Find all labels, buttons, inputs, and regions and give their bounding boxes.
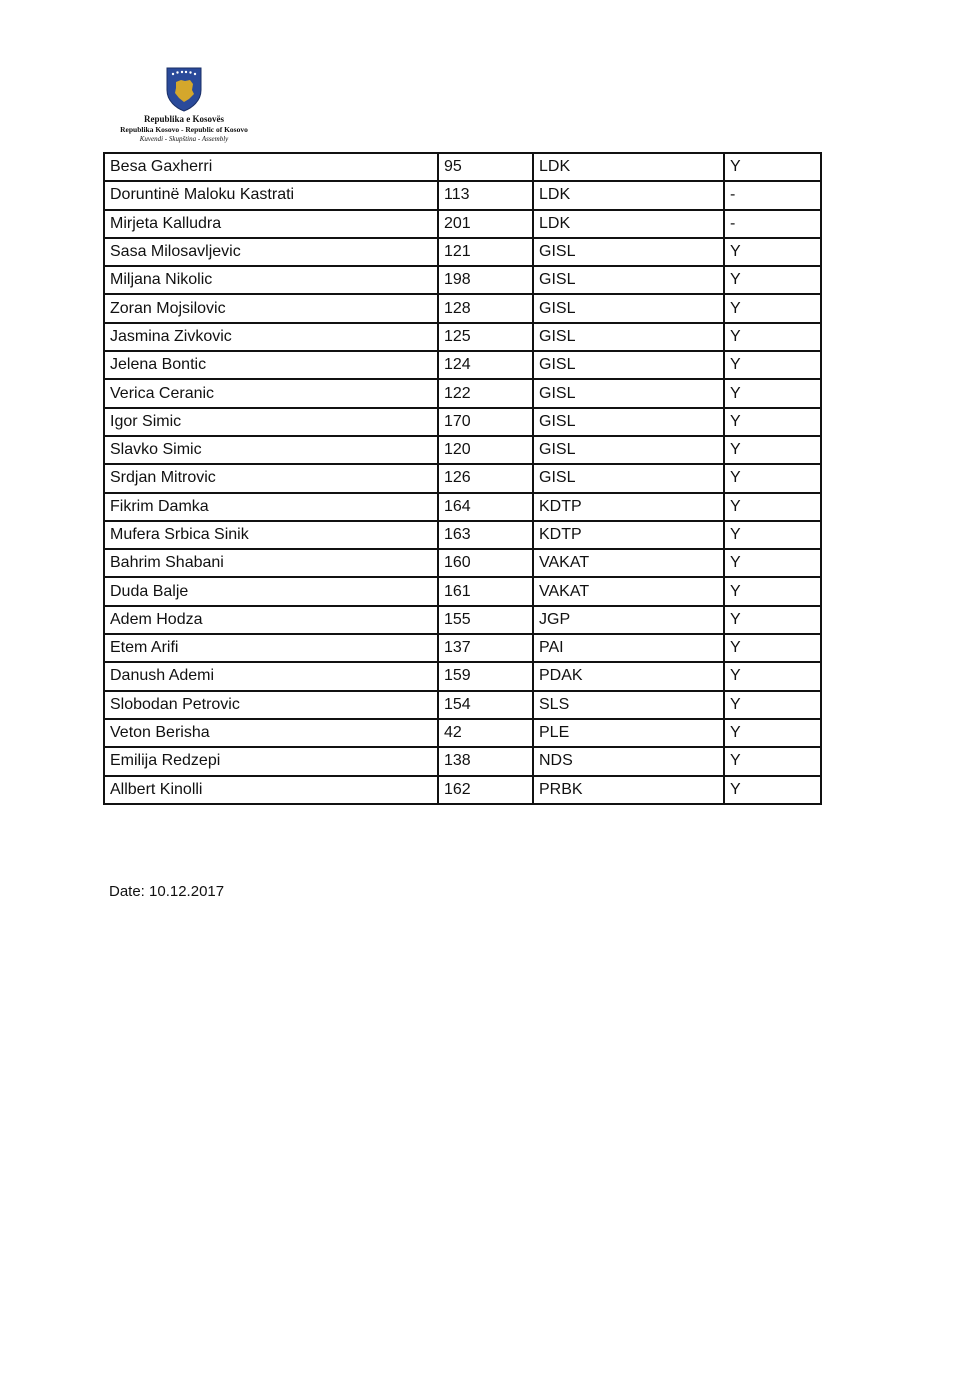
member-id-cell: 155 (438, 606, 533, 634)
table-row (104, 691, 821, 719)
party-cell: SLS (533, 691, 724, 719)
member-id-cell: 124 (438, 351, 533, 379)
member-id-cell: 126 (438, 464, 533, 492)
member-name-cell: Mufera Srbica Sinik (104, 521, 438, 549)
table-row (104, 549, 821, 577)
member-id-cell: 162 (438, 776, 533, 804)
member-id-cell: 120 (438, 436, 533, 464)
party-cell: GISL (533, 323, 724, 351)
vote-cell: Y (724, 351, 821, 379)
table-row (104, 577, 821, 605)
party-cell: VAKAT (533, 577, 724, 605)
vote-table-body (104, 153, 821, 804)
kosovo-coat-of-arms-icon (164, 66, 204, 112)
vote-cell: Y (724, 606, 821, 634)
vote-cell: Y (724, 577, 821, 605)
header-republic-serbian-english: Republika Kosovo - Republic of Kosovo (120, 125, 248, 134)
table-row (104, 408, 821, 436)
party-cell: PDAK (533, 662, 724, 690)
member-name-cell: Igor Simic (104, 408, 438, 436)
member-name-cell: Srdjan Mitrovic (104, 464, 438, 492)
table-row (104, 379, 821, 407)
vote-cell: Y (724, 379, 821, 407)
vote-cell: Y (724, 464, 821, 492)
document-date: Date: 10.12.2017 (109, 883, 225, 900)
member-id-cell: 121 (438, 238, 533, 266)
vote-cell: Y (724, 634, 821, 662)
vote-cell: Y (724, 549, 821, 577)
member-name-cell: Besa Gaxherri (104, 153, 438, 181)
vote-cell: Y (724, 153, 821, 181)
vote-cell: Y (724, 436, 821, 464)
party-cell: GISL (533, 464, 724, 492)
table-row (104, 238, 821, 266)
member-id-cell: 95 (438, 153, 533, 181)
party-cell: VAKAT (533, 549, 724, 577)
member-name-cell: Slavko Simic (104, 436, 438, 464)
member-name-cell: Sasa Milosavljevic (104, 238, 438, 266)
member-id-cell: 138 (438, 747, 533, 775)
member-name-cell: Allbert Kinolli (104, 776, 438, 804)
table-row (104, 294, 821, 322)
table-row (104, 436, 821, 464)
vote-cell: Y (724, 294, 821, 322)
table-row (104, 747, 821, 775)
assembly-header (104, 66, 264, 144)
party-cell: GISL (533, 379, 724, 407)
party-cell: GISL (533, 351, 724, 379)
vote-cell: Y (724, 719, 821, 747)
member-id-cell: 164 (438, 493, 533, 521)
table-row (104, 153, 821, 181)
table-row (104, 181, 821, 209)
member-id-cell: 160 (438, 549, 533, 577)
member-name-cell: Danush Ademi (104, 662, 438, 690)
member-id-cell: 159 (438, 662, 533, 690)
vote-cell: Y (724, 408, 821, 436)
vote-cell: Y (724, 776, 821, 804)
member-name-cell: Emilija Redzepi (104, 747, 438, 775)
party-cell: LDK (533, 181, 724, 209)
table-row (104, 493, 821, 521)
member-name-cell: Fikrim Damka (104, 493, 438, 521)
header-republic-albanian: Republika e Kosovës (143, 114, 224, 124)
table-row (104, 521, 821, 549)
member-id-cell: 128 (438, 294, 533, 322)
party-cell: KDTP (533, 493, 724, 521)
member-name-cell: Miljana Nikolic (104, 266, 438, 294)
member-name-cell: Adem Hodza (104, 606, 438, 634)
member-id-cell: 154 (438, 691, 533, 719)
table-row (104, 210, 821, 238)
vote-cell: Y (724, 747, 821, 775)
table-row (104, 634, 821, 662)
table-row (104, 719, 821, 747)
party-cell: GISL (533, 408, 724, 436)
member-id-cell: 163 (438, 521, 533, 549)
member-name-cell: Slobodan Petrovic (104, 691, 438, 719)
vote-cell: - (724, 181, 821, 209)
member-id-cell: 42 (438, 719, 533, 747)
member-id-cell: 170 (438, 408, 533, 436)
table-row (104, 323, 821, 351)
member-id-cell: 125 (438, 323, 533, 351)
vote-cell: Y (724, 493, 821, 521)
member-name-cell: Jelena Bontic (104, 351, 438, 379)
member-name-cell: Verica Ceranic (104, 379, 438, 407)
member-name-cell: Jasmina Zivkovic (104, 323, 438, 351)
vote-cell: Y (724, 691, 821, 719)
member-id-cell: 161 (438, 577, 533, 605)
party-cell: GISL (533, 238, 724, 266)
party-cell: JGP (533, 606, 724, 634)
table-row (104, 351, 821, 379)
table-row (104, 776, 821, 804)
vote-cell: Y (724, 521, 821, 549)
member-name-cell: Mirjeta Kalludra (104, 210, 438, 238)
member-id-cell: 113 (438, 181, 533, 209)
member-name-cell: Zoran Mojsilovic (104, 294, 438, 322)
member-name-cell: Duda Balje (104, 577, 438, 605)
party-cell: PLE (533, 719, 724, 747)
vote-cell: - (724, 210, 821, 238)
header-assembly: Kuvendi - Skupština - Assembly (139, 135, 229, 143)
party-cell: GISL (533, 266, 724, 294)
party-cell: NDS (533, 747, 724, 775)
party-cell: LDK (533, 210, 724, 238)
member-id-cell: 198 (438, 266, 533, 294)
party-cell: PAI (533, 634, 724, 662)
member-id-cell: 137 (438, 634, 533, 662)
table-row (104, 606, 821, 634)
member-name-cell: Bahrim Shabani (104, 549, 438, 577)
member-id-cell: 122 (438, 379, 533, 407)
table-row (104, 662, 821, 690)
vote-cell: Y (724, 238, 821, 266)
member-id-cell: 201 (438, 210, 533, 238)
party-cell: LDK (533, 153, 724, 181)
party-cell: GISL (533, 436, 724, 464)
vote-cell: Y (724, 323, 821, 351)
vote-cell: Y (724, 266, 821, 294)
table-row (104, 464, 821, 492)
member-name-cell: Etem Arifi (104, 634, 438, 662)
member-name-cell: Doruntinë Maloku Kastrati (104, 181, 438, 209)
vote-cell: Y (724, 662, 821, 690)
table-row (104, 266, 821, 294)
vote-table (103, 152, 822, 805)
party-cell: KDTP (533, 521, 724, 549)
member-name-cell: Veton Berisha (104, 719, 438, 747)
party-cell: PRBK (533, 776, 724, 804)
party-cell: GISL (533, 294, 724, 322)
